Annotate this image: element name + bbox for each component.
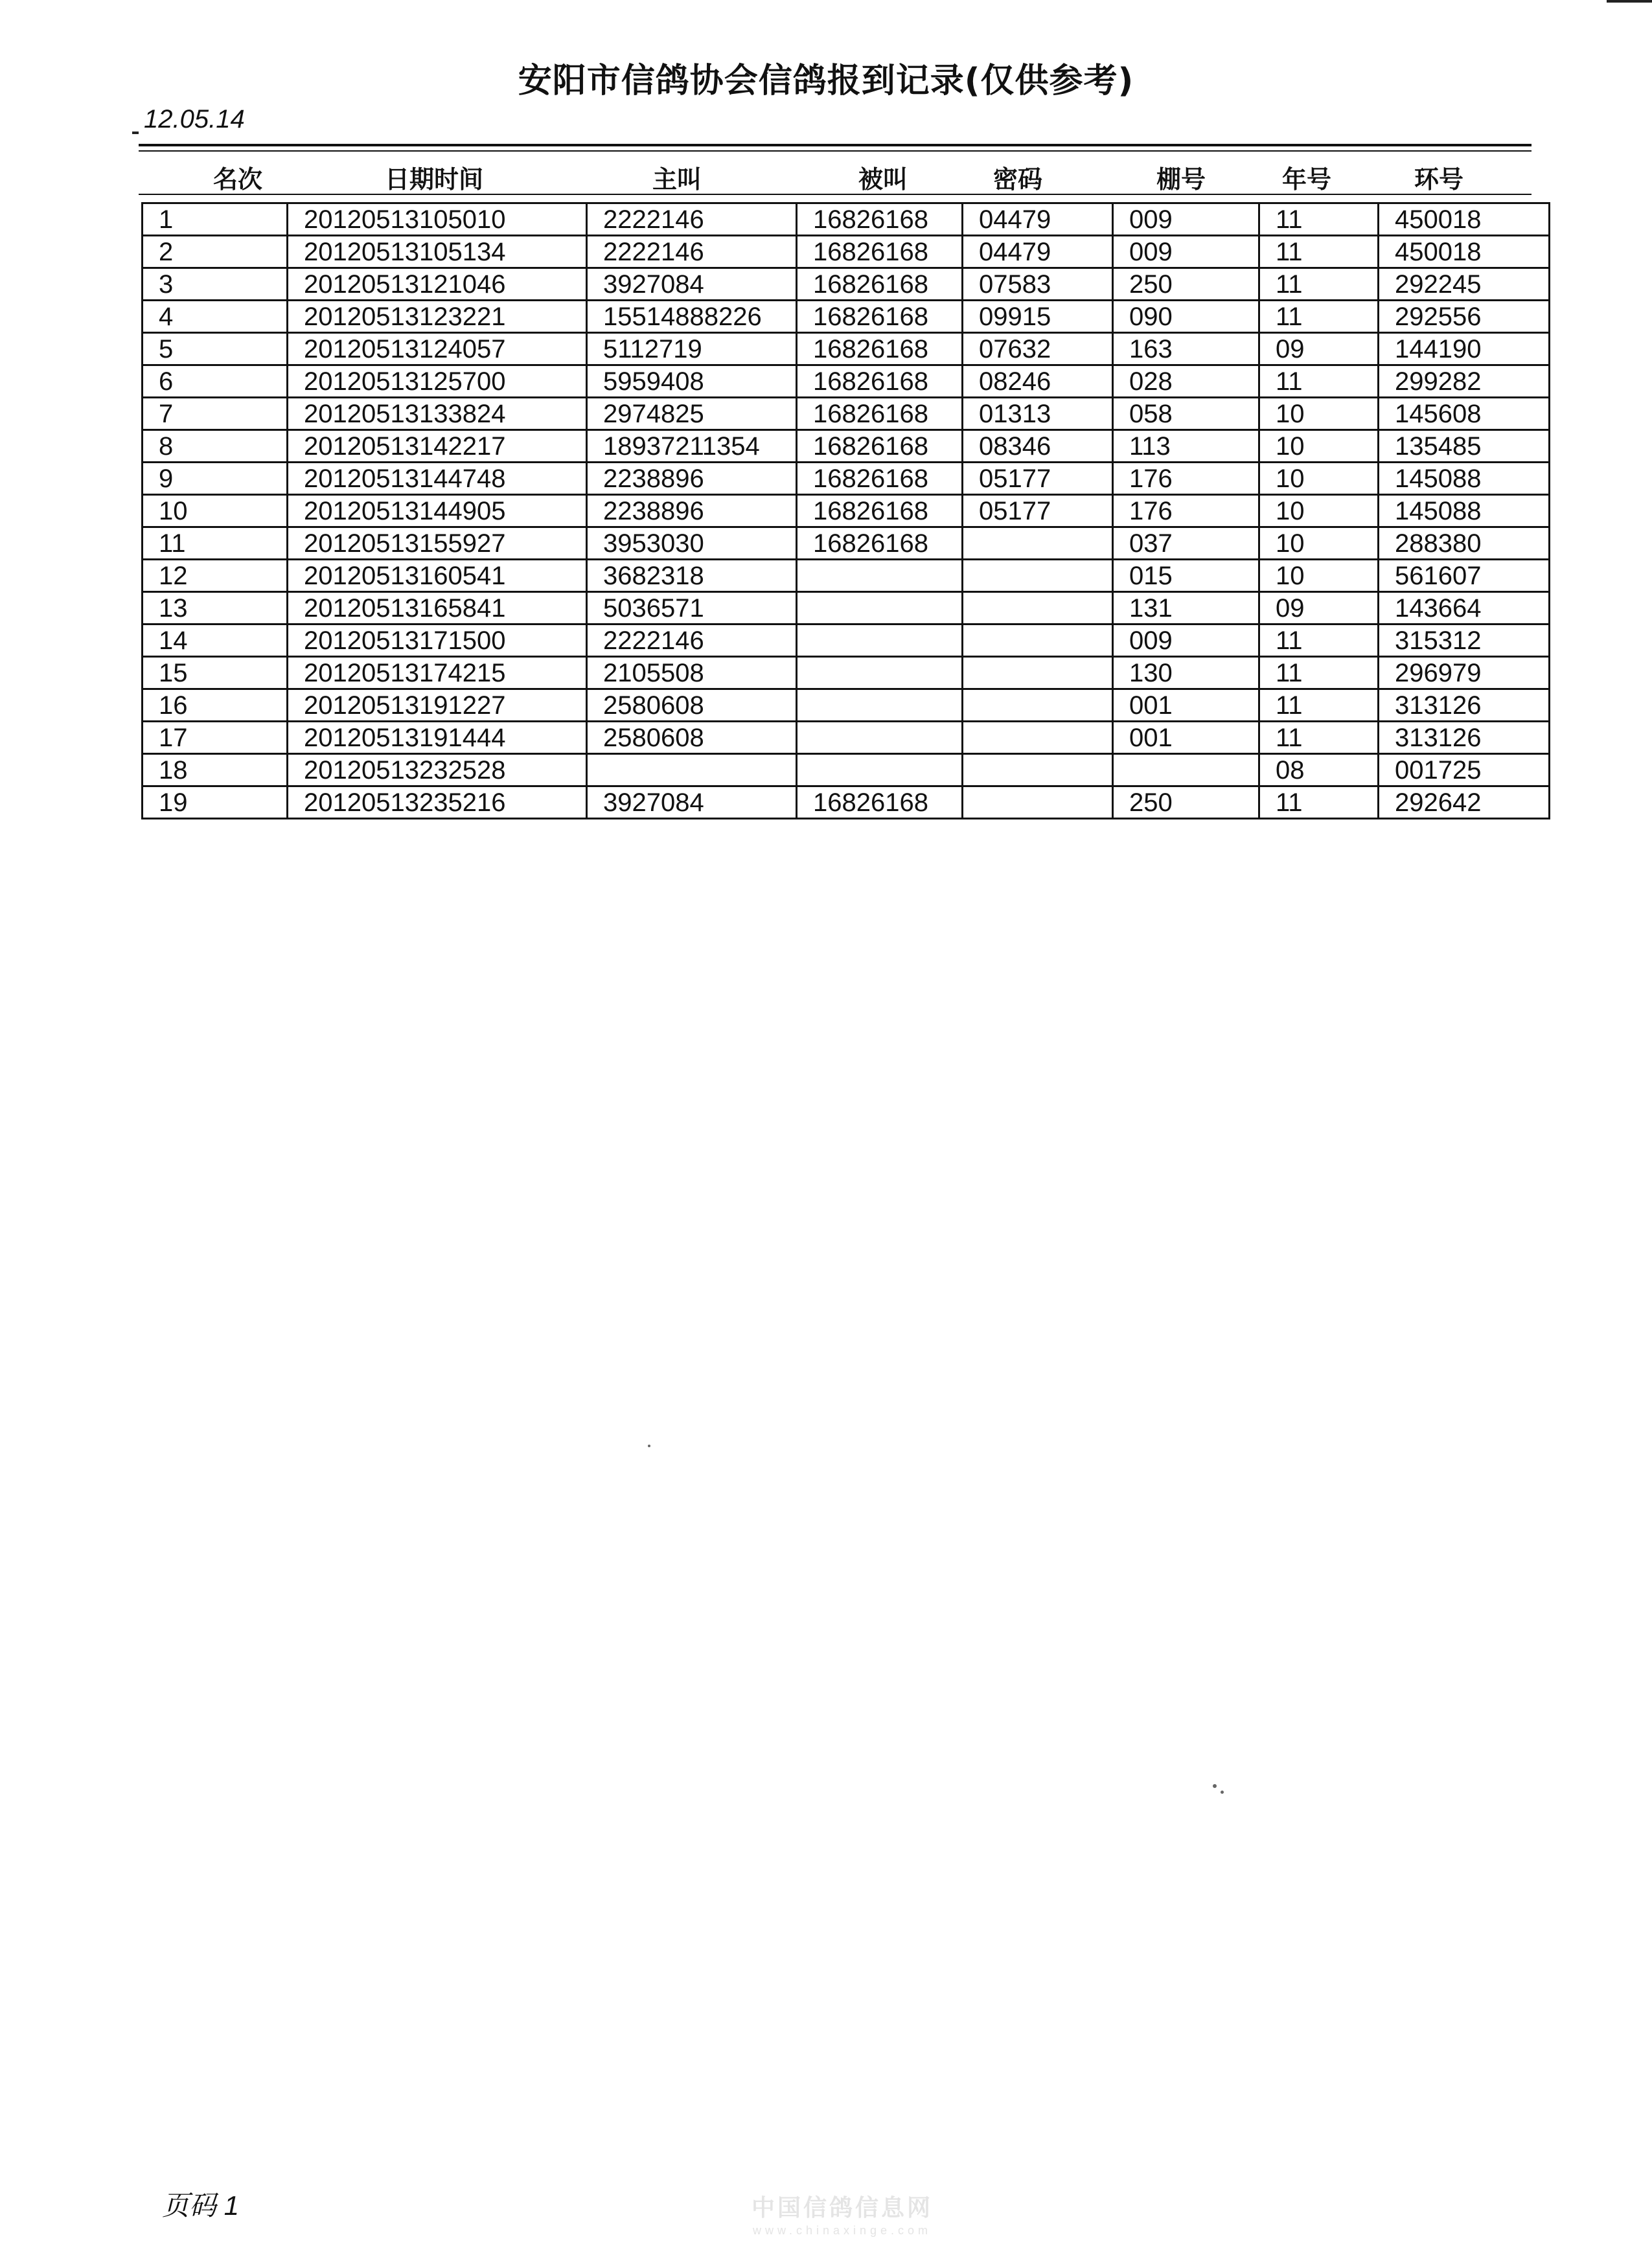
password-cell: 05177 [963, 495, 1113, 527]
table-row [143, 754, 1550, 786]
loft-number-cell: 131 [1113, 592, 1259, 624]
caller-cell: 2222146 [587, 236, 797, 268]
loft-number-cell: 250 [1113, 268, 1259, 301]
ring-number-cell: 001725 [1379, 754, 1550, 786]
caller-cell: 18937211354 [587, 430, 797, 463]
rank-cell: 5 [143, 333, 288, 365]
column-header-password: 密码 [992, 165, 1042, 194]
loft-number-cell: 037 [1113, 527, 1259, 560]
callee-cell: 16826168 [797, 786, 963, 819]
column-header-callee: 被叫 [858, 165, 908, 194]
caller-cell: 15514888226 [587, 301, 797, 333]
table-row [143, 560, 1550, 592]
password-cell: 08346 [963, 430, 1113, 463]
year-cell: 11 [1259, 268, 1379, 301]
year-cell: 11 [1259, 301, 1379, 333]
loft-number-cell [1113, 754, 1259, 786]
column-header-row [0, 159, 1652, 192]
ring-number-cell: 296979 [1379, 657, 1550, 689]
ring-number-cell: 315312 [1379, 624, 1550, 657]
column-header-loft-number: 棚号 [1156, 165, 1206, 194]
report-date: 12.05.14 [144, 105, 245, 133]
callee-cell [797, 657, 963, 689]
ring-number-cell: 292245 [1379, 268, 1550, 301]
ring-number-cell: 292556 [1379, 301, 1550, 333]
password-cell: 04479 [963, 203, 1113, 236]
datetime-cell: 20120513191444 [288, 722, 587, 754]
caller-cell: 2580608 [587, 689, 797, 722]
datetime-cell: 20120513235216 [288, 786, 587, 819]
callee-cell [797, 689, 963, 722]
table-row [143, 236, 1550, 268]
year-cell: 11 [1259, 786, 1379, 819]
rank-cell: 7 [143, 398, 288, 430]
datetime-cell: 20120513232528 [288, 754, 587, 786]
rank-cell: 8 [143, 430, 288, 463]
loft-number-cell: 001 [1113, 722, 1259, 754]
loft-number-cell: 163 [1113, 333, 1259, 365]
column-header-caller: 主叫 [652, 165, 702, 194]
datetime-cell: 20120513105134 [288, 236, 587, 268]
callee-cell: 16826168 [797, 495, 963, 527]
ring-number-cell: 143664 [1379, 592, 1550, 624]
page-number: 页码 1 [162, 2190, 240, 2221]
callee-cell: 16826168 [797, 333, 963, 365]
datetime-cell: 20120513155927 [288, 527, 587, 560]
ring-number-cell: 145088 [1379, 495, 1550, 527]
year-cell: 11 [1259, 624, 1379, 657]
caller-cell: 2238896 [587, 463, 797, 495]
loft-number-cell: 113 [1113, 430, 1259, 463]
rank-cell: 11 [143, 527, 288, 560]
year-cell: 10 [1259, 495, 1379, 527]
caller-cell: 3682318 [587, 560, 797, 592]
table-row [143, 495, 1550, 527]
password-cell [963, 560, 1113, 592]
caller-cell: 2222146 [587, 624, 797, 657]
datetime-cell: 20120513125700 [288, 365, 587, 398]
datetime-cell: 20120513144905 [288, 495, 587, 527]
table-row [143, 657, 1550, 689]
column-header-ring-number: 环号 [1414, 165, 1463, 194]
password-cell [963, 786, 1113, 819]
column-header-underline [139, 194, 1532, 195]
loft-number-cell: 058 [1113, 398, 1259, 430]
password-cell [963, 722, 1113, 754]
callee-cell: 16826168 [797, 430, 963, 463]
ring-number-cell: 145088 [1379, 463, 1550, 495]
password-cell [963, 527, 1113, 560]
table-row [143, 592, 1550, 624]
table-row [143, 301, 1550, 333]
year-cell: 10 [1259, 560, 1379, 592]
callee-cell: 16826168 [797, 203, 963, 236]
rank-cell: 18 [143, 754, 288, 786]
table-row [143, 398, 1550, 430]
callee-cell: 16826168 [797, 365, 963, 398]
rank-cell: 14 [143, 624, 288, 657]
caller-cell: 3953030 [587, 527, 797, 560]
rank-cell: 4 [143, 301, 288, 333]
caller-cell: 2105508 [587, 657, 797, 689]
datetime-cell: 20120513144748 [288, 463, 587, 495]
loft-number-cell: 001 [1113, 689, 1259, 722]
table-row [143, 689, 1550, 722]
column-header-datetime: 日期时间 [384, 165, 483, 194]
password-cell: 01313 [963, 398, 1113, 430]
caller-cell [587, 754, 797, 786]
table-row [143, 624, 1550, 657]
caller-cell: 3927084 [587, 268, 797, 301]
ring-number-cell: 313126 [1379, 722, 1550, 754]
year-cell: 10 [1259, 527, 1379, 560]
year-cell: 09 [1259, 592, 1379, 624]
rank-cell: 1 [143, 203, 288, 236]
datetime-cell: 20120513165841 [288, 592, 587, 624]
column-header-rank: 名次 [212, 165, 262, 194]
rank-cell: 17 [143, 722, 288, 754]
callee-cell [797, 754, 963, 786]
loft-number-cell: 090 [1113, 301, 1259, 333]
caller-cell: 2222146 [587, 203, 797, 236]
watermark-url-text: www.chinaxinge.com [752, 2224, 932, 2237]
year-cell: 11 [1259, 657, 1379, 689]
table-row [143, 786, 1550, 819]
password-cell [963, 689, 1113, 722]
ring-number-cell: 561607 [1379, 560, 1550, 592]
year-cell: 10 [1259, 430, 1379, 463]
year-cell: 10 [1259, 398, 1379, 430]
loft-number-cell: 009 [1113, 624, 1259, 657]
caller-cell: 5959408 [587, 365, 797, 398]
loft-number-cell: 009 [1113, 203, 1259, 236]
ring-number-cell: 450018 [1379, 203, 1550, 236]
table-row [143, 365, 1550, 398]
callee-cell [797, 560, 963, 592]
datetime-cell: 20120513171500 [288, 624, 587, 657]
ring-number-cell: 288380 [1379, 527, 1550, 560]
ring-number-cell: 145608 [1379, 398, 1550, 430]
password-cell [963, 624, 1113, 657]
callee-cell [797, 592, 963, 624]
rank-cell: 3 [143, 268, 288, 301]
table-row [143, 268, 1550, 301]
password-cell: 09915 [963, 301, 1113, 333]
callee-cell: 16826168 [797, 463, 963, 495]
callee-cell: 16826168 [797, 268, 963, 301]
document-title: 安阳市信鸽协会信鸽报到记录(仅供参考) [518, 62, 1134, 100]
year-cell: 10 [1259, 463, 1379, 495]
table-row [143, 333, 1550, 365]
site-watermark [693, 2190, 991, 2238]
callee-cell [797, 624, 963, 657]
rank-cell: 10 [143, 495, 288, 527]
watermark-chinese-text: 中国信鸽信息网 [751, 2195, 933, 2221]
loft-number-cell: 028 [1113, 365, 1259, 398]
ring-number-cell: 299282 [1379, 365, 1550, 398]
datetime-cell: 20120513124057 [288, 333, 587, 365]
ring-number-cell: 144190 [1379, 333, 1550, 365]
datetime-cell: 20120513191227 [288, 689, 587, 722]
records-table-body [143, 203, 1550, 819]
ring-number-cell: 135485 [1379, 430, 1550, 463]
caller-cell: 2580608 [587, 722, 797, 754]
scan-speck [1213, 1784, 1217, 1788]
rank-cell: 13 [143, 592, 288, 624]
caller-cell: 2238896 [587, 495, 797, 527]
password-cell: 08246 [963, 365, 1113, 398]
password-cell: 07632 [963, 333, 1113, 365]
date-tick-mark [132, 132, 139, 134]
rank-cell: 9 [143, 463, 288, 495]
rank-cell: 16 [143, 689, 288, 722]
caller-cell: 2974825 [587, 398, 797, 430]
loft-number-cell: 009 [1113, 236, 1259, 268]
datetime-cell: 20120513121046 [288, 268, 587, 301]
callee-cell: 16826168 [797, 301, 963, 333]
callee-cell: 16826168 [797, 398, 963, 430]
header-rule-thin [139, 150, 1532, 152]
datetime-cell: 20120513133824 [288, 398, 587, 430]
scan-corner-mark [1607, 0, 1652, 3]
datetime-cell: 20120513123221 [288, 301, 587, 333]
datetime-cell: 20120513105010 [288, 203, 587, 236]
year-cell: 08 [1259, 754, 1379, 786]
caller-cell: 3927084 [587, 786, 797, 819]
loft-number-cell: 250 [1113, 786, 1259, 819]
callee-cell: 16826168 [797, 527, 963, 560]
loft-number-cell: 015 [1113, 560, 1259, 592]
ring-number-cell: 313126 [1379, 689, 1550, 722]
scan-speck [648, 1445, 650, 1447]
loft-number-cell: 130 [1113, 657, 1259, 689]
password-cell: 04479 [963, 236, 1113, 268]
table-row [143, 527, 1550, 560]
table-row [143, 430, 1550, 463]
rank-cell: 12 [143, 560, 288, 592]
year-cell: 09 [1259, 333, 1379, 365]
caller-cell: 5036571 [587, 592, 797, 624]
table-row [143, 722, 1550, 754]
password-cell: 05177 [963, 463, 1113, 495]
caller-cell: 5112719 [587, 333, 797, 365]
password-cell [963, 657, 1113, 689]
year-cell: 11 [1259, 236, 1379, 268]
scan-speck [1221, 1791, 1224, 1794]
rank-cell: 15 [143, 657, 288, 689]
callee-cell [797, 722, 963, 754]
loft-number-cell: 176 [1113, 463, 1259, 495]
password-cell [963, 592, 1113, 624]
arrival-records-table [141, 202, 1550, 819]
year-cell: 11 [1259, 689, 1379, 722]
table-row [143, 463, 1550, 495]
header-rule-thick [139, 144, 1532, 146]
rank-cell: 6 [143, 365, 288, 398]
year-cell: 11 [1259, 203, 1379, 236]
year-cell: 11 [1259, 722, 1379, 754]
datetime-cell: 20120513160541 [288, 560, 587, 592]
loft-number-cell: 176 [1113, 495, 1259, 527]
rank-cell: 19 [143, 786, 288, 819]
datetime-cell: 20120513174215 [288, 657, 587, 689]
column-header-year: 年号 [1281, 165, 1331, 194]
callee-cell: 16826168 [797, 236, 963, 268]
year-cell: 11 [1259, 365, 1379, 398]
rank-cell: 2 [143, 236, 288, 268]
table-row [143, 203, 1550, 236]
datetime-cell: 20120513142217 [288, 430, 587, 463]
password-cell: 07583 [963, 268, 1113, 301]
password-cell [963, 754, 1113, 786]
ring-number-cell: 450018 [1379, 236, 1550, 268]
ring-number-cell: 292642 [1379, 786, 1550, 819]
